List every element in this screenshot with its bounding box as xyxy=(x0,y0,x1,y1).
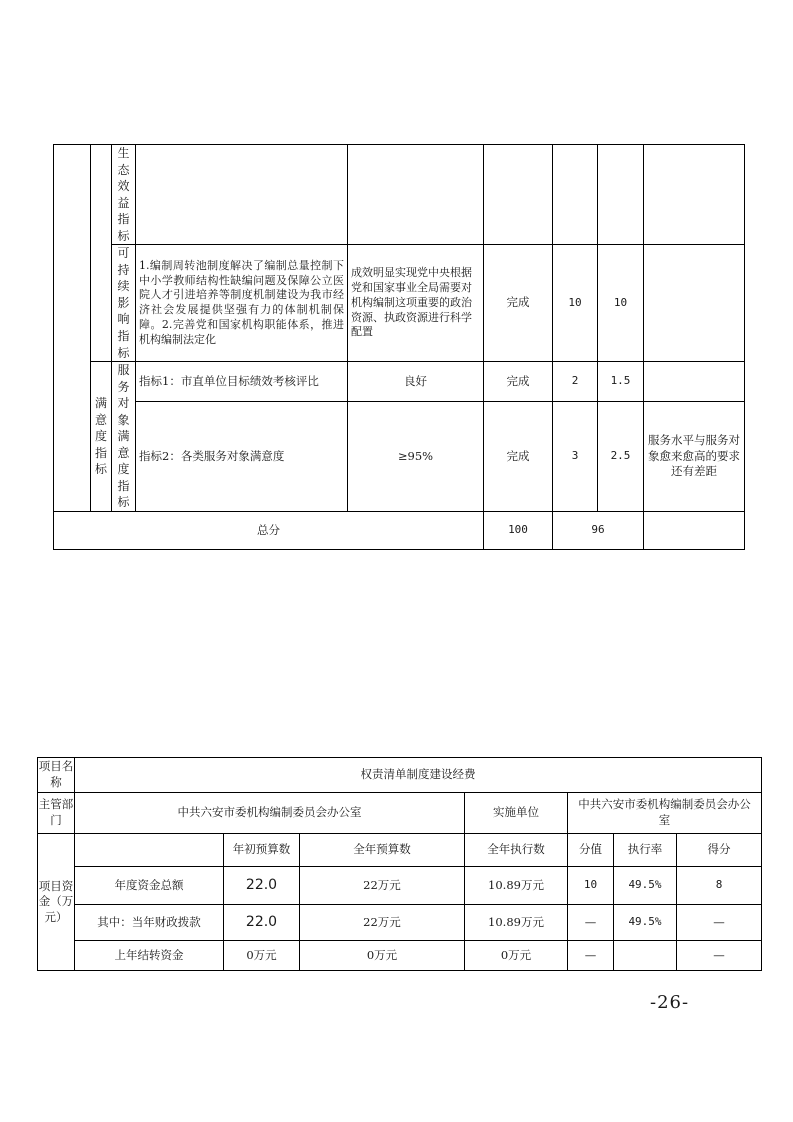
indicator-1-score: 1.5 xyxy=(598,362,644,402)
page-number: -26- xyxy=(650,992,690,1013)
indicator-2-note: 服务水平与服务对象愈来愈高的要求还有差距 xyxy=(644,401,745,511)
indicator-2-actual: 完成 xyxy=(484,401,553,511)
sustain-actual: 完成 xyxy=(484,245,553,362)
header-weight: 分值 xyxy=(568,834,614,867)
row-weight: — xyxy=(568,941,614,971)
eco-indicator-label: 生态效益指标 xyxy=(112,145,136,245)
row-annual: 22万元 xyxy=(300,867,465,905)
dept-value: 中共六安市委机构编制委员会办公室 xyxy=(75,793,465,834)
sustain-content: 1.编制周转池制度解决了编制总量控制下中小学教师结构性缺编问题及保障公立医院人才引进培养等制度机制建设为我市经济社会发展提供坚强有力的体制机制保障。2.完善党和国家机构职能体系，推进机构编制法定化 xyxy=(136,245,348,362)
total-score: 96 xyxy=(553,512,644,550)
row-initial: 0万元 xyxy=(224,941,300,971)
table-row xyxy=(38,905,762,941)
indicator-2-target: ≥95% xyxy=(348,401,484,511)
header-initial: 年初预算数 xyxy=(224,834,300,867)
indicator-1-name: 指标1：市直单位目标绩效考核评比 xyxy=(136,362,348,402)
row-executed: 0万元 xyxy=(465,941,568,971)
row-annual: 22万元 xyxy=(300,905,465,941)
project-fund-table xyxy=(37,757,762,971)
blank-cell xyxy=(54,145,91,512)
row-executed: 10.89万元 xyxy=(465,905,568,941)
table-row xyxy=(38,941,762,971)
header-score: 得分 xyxy=(677,834,762,867)
dept-label: 主管部门 xyxy=(38,793,75,834)
sustain-indicator-label: 可持续影响指标 xyxy=(112,245,136,362)
impl-value: 中共六安市委机构编制委员会办公室 xyxy=(568,793,762,834)
impl-label: 实施单位 xyxy=(465,793,568,834)
satisfaction-indicator-label: 满意度指标 xyxy=(91,362,112,512)
table-row xyxy=(38,867,762,905)
sustain-weight: 10 xyxy=(553,245,598,362)
indicator-2-weight: 3 xyxy=(553,401,598,511)
row-score: — xyxy=(677,905,762,941)
indicator-2-name: 指标2：各类服务对象满意度 xyxy=(136,401,348,511)
row-executed: 10.89万元 xyxy=(465,867,568,905)
blank-cell xyxy=(91,145,112,362)
indicator-1-actual: 完成 xyxy=(484,362,553,402)
project-name-label: 项目名称 xyxy=(38,758,75,793)
row-score: — xyxy=(677,941,762,971)
row-rate: 49.5% xyxy=(614,905,677,941)
sustain-target: 成效明显实现党中央根据党和国家事业全局需要对机构编制这项重要的政治资源、执政资源进行科学配置 xyxy=(348,245,484,362)
row-rate: 49.5% xyxy=(614,867,677,905)
row-label: 年度资金总额 xyxy=(75,867,224,905)
project-name: 权责清单制度建设经费 xyxy=(75,758,762,793)
header-rate: 执行率 xyxy=(614,834,677,867)
row-label: 其中：当年财政拨款 xyxy=(75,905,224,941)
row-weight: — xyxy=(568,905,614,941)
performance-indicator-table xyxy=(53,144,745,550)
indicator-1-weight: 2 xyxy=(553,362,598,402)
row-initial: 22.0 xyxy=(224,905,300,941)
indicator-1-target: 良好 xyxy=(348,362,484,402)
header-annual: 全年预算数 xyxy=(300,834,465,867)
sustain-score: 10 xyxy=(598,245,644,362)
header-executed: 全年执行数 xyxy=(465,834,568,867)
row-weight: 10 xyxy=(568,867,614,905)
row-label: 上年结转资金 xyxy=(75,941,224,971)
row-annual: 0万元 xyxy=(300,941,465,971)
row-initial: 22.0 xyxy=(224,867,300,905)
row-score: 8 xyxy=(677,867,762,905)
total-weight: 100 xyxy=(484,512,553,550)
indicator-2-score: 2.5 xyxy=(598,401,644,511)
total-label: 总分 xyxy=(54,512,484,550)
row-rate xyxy=(614,941,677,971)
service-indicator-label: 服务对象满意度指标 xyxy=(112,362,136,512)
funds-label: 项目资金（万元） xyxy=(38,834,75,971)
